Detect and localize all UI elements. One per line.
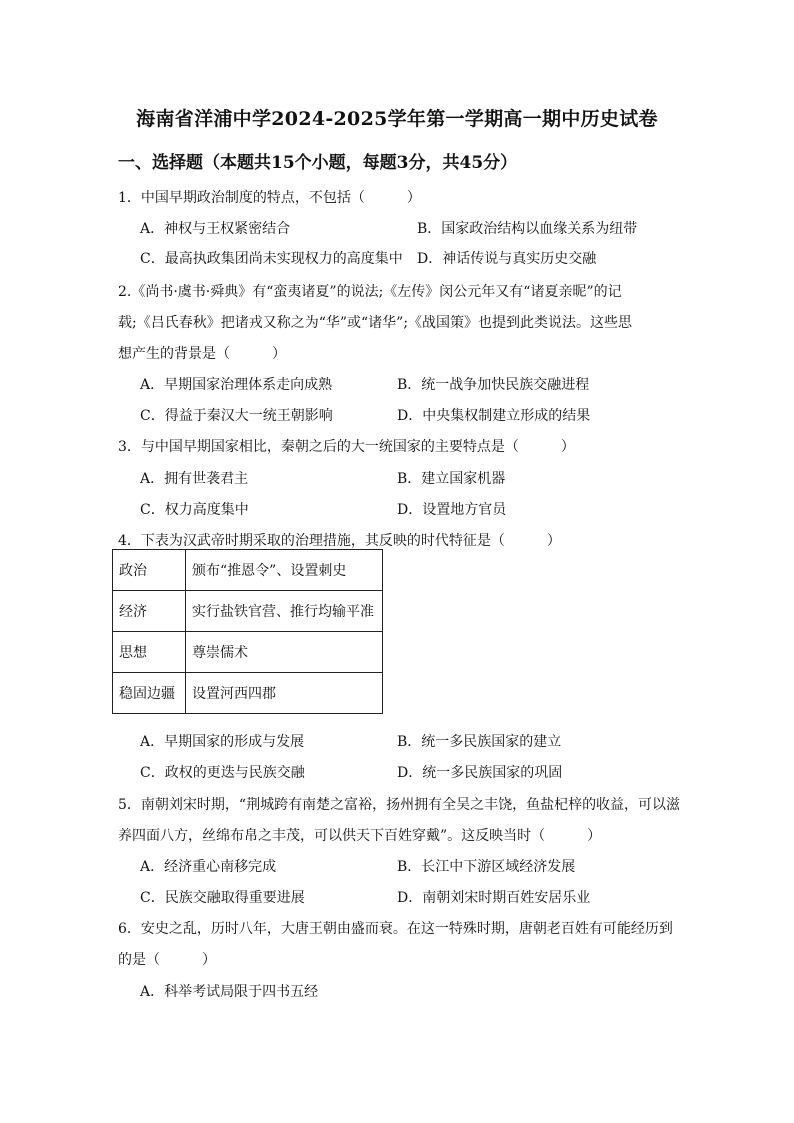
question-6-stem-line-2: 的是（ ） (118, 952, 216, 968)
question-4-option-c[interactable]: C．政权的更迭与民族交融 (140, 765, 305, 781)
table-row (113, 591, 383, 632)
question-3-option-d[interactable]: D．设置地方官员 (397, 502, 507, 518)
table-cell-category: 政治 (113, 550, 186, 591)
question-2-option-a[interactable]: A．早期国家治理体系走向成熟 (140, 377, 333, 393)
question-1-option-a[interactable]: A．神权与王权紧密结合 (140, 221, 291, 237)
question-4-stem: 4．下表为汉武帝时期采取的治理措施，其反映的时代特征是（ ） (118, 533, 561, 549)
question-2-stem-line-2: 载;《吕氏春秋》把诸戎又称之为“华”或“诸华”;《战国策》也提到此类说法。这些思 (118, 315, 633, 331)
question-2-option-b[interactable]: B．统一战争加快民族交融进程 (397, 377, 590, 393)
question-5-option-b[interactable]: B．长江中下游区域经济发展 (397, 859, 576, 875)
table-row (113, 632, 383, 673)
question-3-option-b[interactable]: B．建立国家机器 (397, 471, 506, 487)
section-heading: 一、选择题（本题共15个小题，每题3分，共45分） (118, 153, 518, 173)
table-cell-measure: 实行盐铁官营、推行均输平准 (186, 591, 383, 632)
table-cell-category: 思想 (113, 632, 186, 673)
table-row (113, 550, 383, 591)
question-2-stem-line-1: 2.《尚书·虞书·舜典》有“蛮夷诸夏”的说法;《左传》闵公元年又有“诸夏亲昵”的记 (118, 284, 622, 300)
question-1-option-b[interactable]: B．国家政治结构以血缘关系为纽带 (417, 221, 638, 237)
question-5-stem-line-2: 养四面八方，丝绵布帛之丰茂，可以供天下百姓穿戴”。这反映当时（ ） (118, 828, 602, 844)
question-4-option-d[interactable]: D．统一多民族国家的巩固 (397, 765, 563, 781)
question-2-stem-line-3: 想产生的背景是（ ） (118, 346, 286, 362)
table-cell-category: 经济 (113, 591, 186, 632)
table-row (113, 673, 383, 714)
question-5-stem-line-1: 5．南朝刘宋时期，“荆城跨有南楚之富裕，扬州拥有全吴之丰饶，鱼盐杞梓的收益，可以滋 (118, 797, 681, 813)
question-4-option-a[interactable]: A．早期国家的形成与发展 (140, 734, 305, 750)
table-cell-category: 稳固边疆 (113, 673, 186, 714)
question-5-option-c[interactable]: C．民族交融取得重要进展 (140, 890, 305, 906)
question-5-option-a[interactable]: A．经济重心南移完成 (140, 859, 277, 875)
question-4-option-b[interactable]: B．统一多民族国家的建立 (397, 734, 562, 750)
question-6-option-a[interactable]: A．科举考试局限于四书五经 (140, 984, 319, 1000)
question-1-stem: 1．中国早期政治制度的特点，不包括（ ） (118, 190, 421, 206)
question-3-option-c[interactable]: C．权力高度集中 (140, 502, 249, 518)
question-2-option-c[interactable]: C．得益于秦汉大一统王朝影响 (140, 408, 333, 424)
question-3-option-a[interactable]: A．拥有世袭君主 (140, 471, 249, 487)
measures-table (112, 549, 383, 714)
question-6-stem-line-1: 6．安史之乱，历时八年，大唐王朝由盛而衰。在这一特殊时期，唐朝老百姓有可能经历到 (118, 921, 673, 937)
question-1-option-c[interactable]: C．最高执政集团尚未实现权力的高度集中 (140, 251, 403, 267)
exam-title: 海南省洋浦中学2024-2025学年第一学期高一期中历史试卷 (136, 108, 658, 130)
table-cell-measure: 尊崇儒术 (186, 632, 383, 673)
question-2-option-d[interactable]: D．中央集权制建立形成的结果 (397, 408, 591, 424)
table-cell-measure: 颁布“推恩令”、设置刺史 (186, 550, 383, 591)
question-3-stem: 3．与中国早期国家相比，秦朝之后的大一统国家的主要特点是（ ） (118, 439, 575, 455)
question-1-option-d[interactable]: D．神话传说与真实历史交融 (417, 251, 597, 267)
question-5-option-d[interactable]: D．南朝刘宋时期百姓安居乐业 (397, 890, 591, 906)
table-cell-measure: 设置河西四郡 (186, 673, 383, 714)
